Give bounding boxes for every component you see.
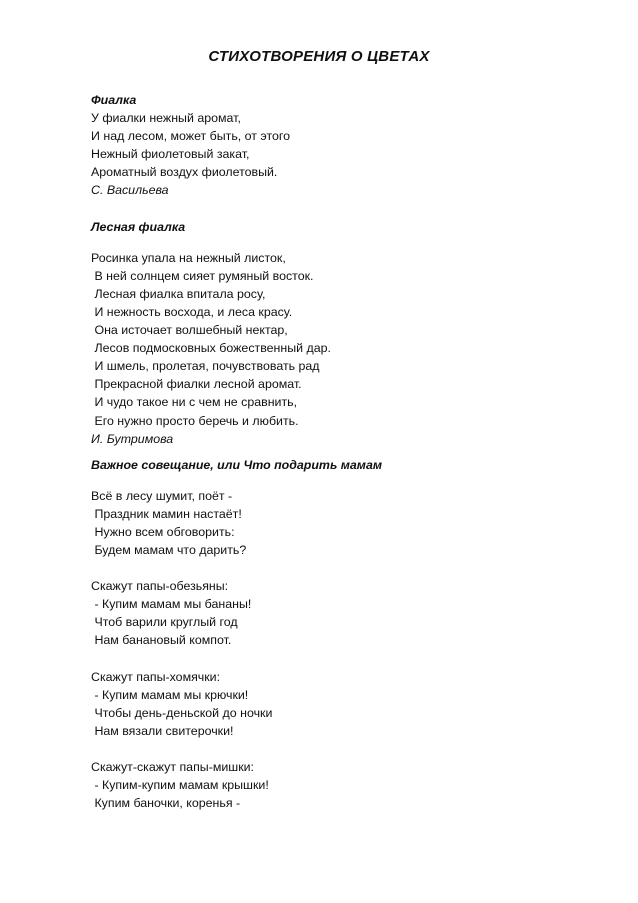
poem-line: Нежный фиолетовый закат, — [91, 147, 250, 162]
poem-line: Лесов подмосковных божественный дар. — [91, 341, 331, 356]
poem-lesnaya-fialka — [91, 218, 598, 448]
poem-line: И шмель, пролетая, почувствовать рад — [91, 359, 320, 374]
poem-line: Чтоб варили круглый год — [91, 615, 238, 630]
poem-line: И нежность восхода, и леса красу. — [91, 304, 293, 319]
poem-line: Праздник мамин настаёт! — [91, 506, 242, 521]
poem-line: Ароматный воздух фиолетовый. — [91, 165, 278, 180]
poem-heading: Важное совещание, или Что подарить мамам — [91, 457, 383, 472]
poem-line: В ней солнцем сияет румяный восток. — [91, 268, 314, 283]
page-title: СТИХОТВОРЕНИЯ О ЦВЕТАХ — [208, 48, 430, 65]
poem-line: Скажут папы-хомячки: — [91, 669, 221, 684]
document-body — [91, 91, 598, 812]
poem-heading: Фиалка — [91, 93, 137, 107]
poem-line: Скажут папы-обезьяны: — [91, 579, 229, 594]
stanza — [91, 758, 598, 812]
stanza — [91, 668, 598, 740]
poem-line: Нам вязали свитерочки! — [91, 723, 234, 738]
poem-heading: Лесная фиалка — [91, 219, 186, 234]
poem-line: Нужно всем обговорить: — [91, 524, 235, 539]
poem-line: - Купим мамам мы крючки! — [91, 687, 249, 702]
poem-line: У фиалки нежный аромат, — [91, 111, 241, 126]
poem-line: Прекрасной фиалки лесной аромат. — [91, 377, 302, 392]
poem-line: Будем мамам что дарить? — [91, 543, 247, 558]
poem-line: Всё в лесу шумит, поёт - — [91, 488, 233, 503]
poem-line: Чтобы день-деньской до ночки — [91, 705, 273, 720]
poem-author: И. Бутримова — [91, 431, 174, 446]
poem-line: Его нужно просто беречь и любить. — [91, 413, 299, 428]
poem-line: - Купим-купим мамам крышки! — [91, 778, 269, 792]
poem-line: И чудо такое ни с чем не сравнить, — [91, 395, 298, 410]
poem-line: - Купим мамам мы бананы! — [91, 597, 252, 612]
poem-vazhnoe-soveshchanie — [91, 456, 598, 813]
poem-line: Скажут-скажут папы-мишки: — [91, 759, 254, 774]
poem-line: Купим баночки, коренья - — [91, 796, 241, 811]
stanza — [91, 487, 598, 559]
poem-fialka — [91, 91, 598, 200]
poem-line: Росинка упала на нежный листок, — [91, 250, 286, 265]
poem-line: Она источает волшебный нектар, — [91, 323, 288, 338]
stanza — [91, 577, 598, 649]
poem-line: Нам банановый компот. — [91, 633, 232, 648]
poem-line: И над лесом, может быть, от этого — [91, 129, 291, 144]
poem-author: С. Васильева — [91, 183, 169, 198]
poem-line: Лесная фиалка впитала росу, — [91, 286, 266, 301]
